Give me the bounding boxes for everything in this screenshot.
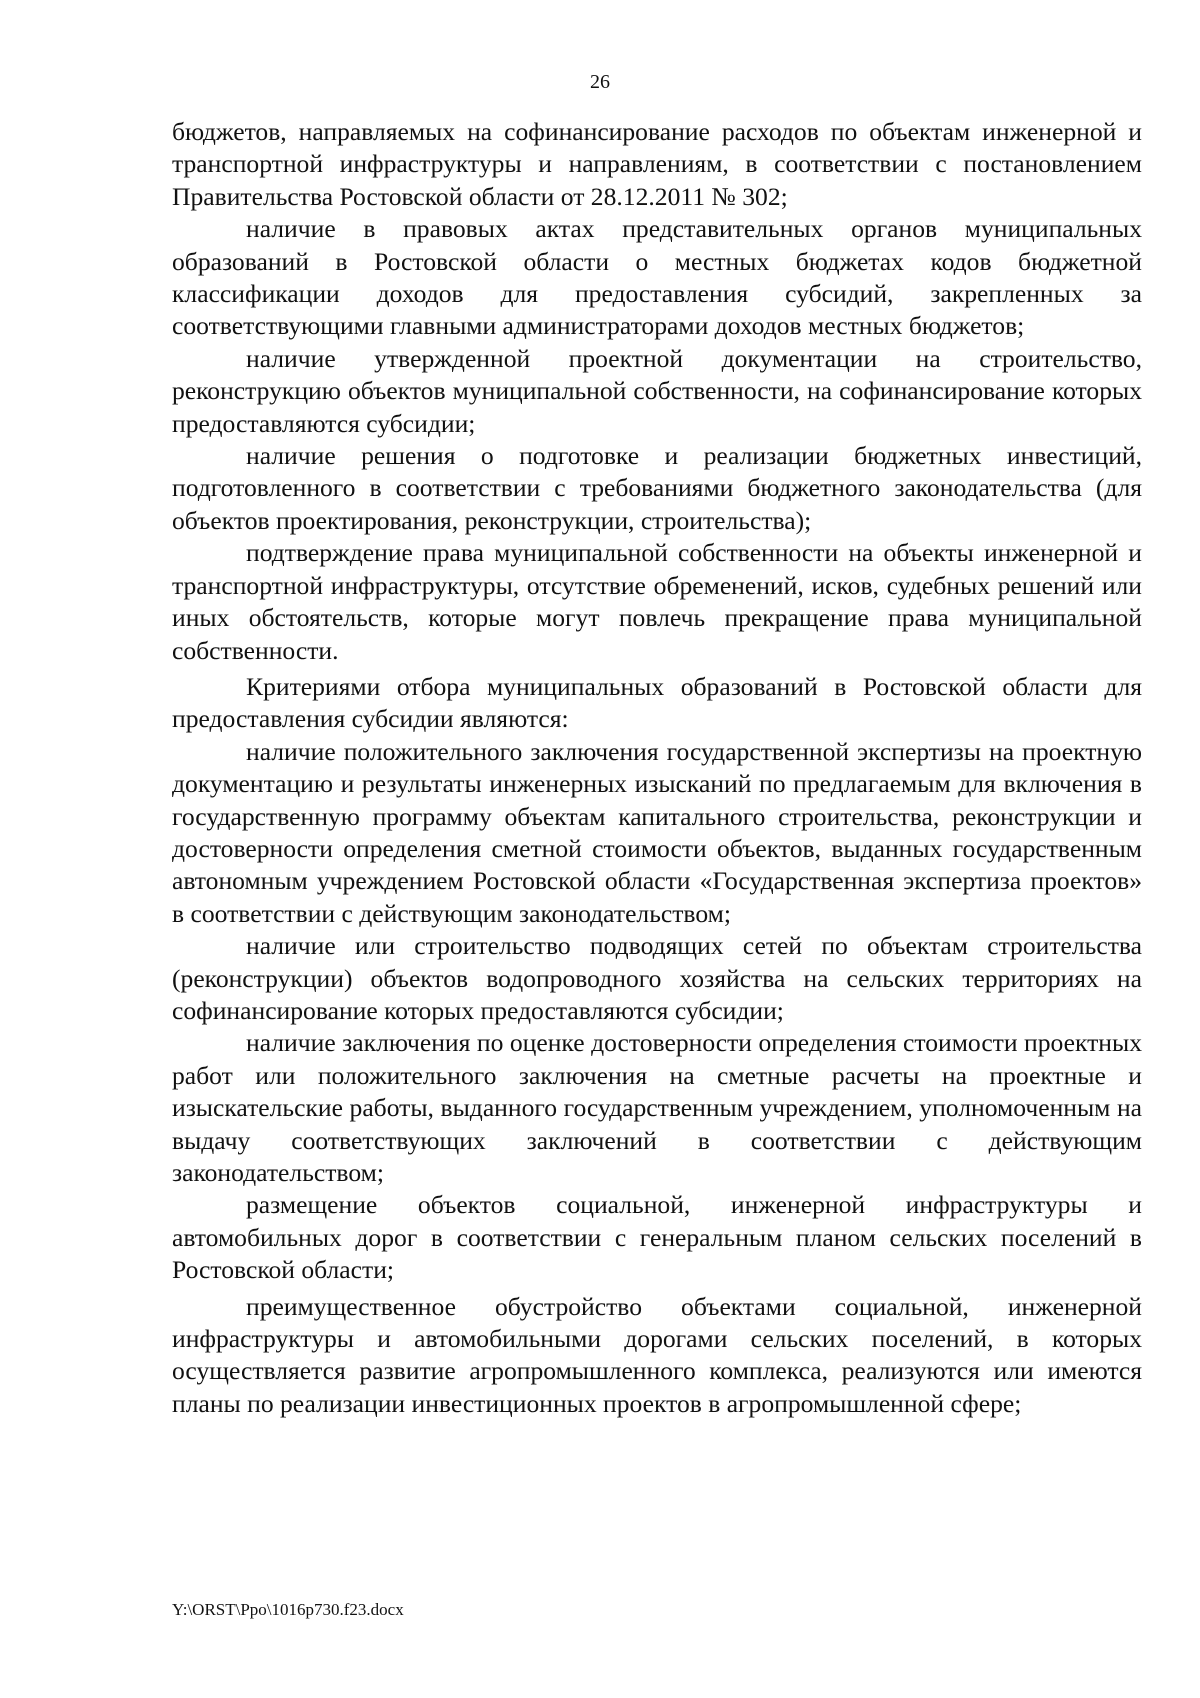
paragraph-general-plan: размещение объектов социальной, инженерной инфраструктуры и автомобильных дорог в соответствии с генеральным планом сельских поселений в Ростовской области;: [172, 1190, 1142, 1285]
footer-file-path: Y:\ORST\Ppo\1016p730.f23.docx: [172, 1600, 404, 1619]
paragraph-state-expertise: наличие положительного заключения государственной экспертизы на проектную документацию и результаты инженерных изысканий по предлагаемым для включения в государственную программу объектам капитального строительства, реконструкции и достоверности определения сметной стоимости объектов, выданных государственным автономным учреждением Ростовской области «Государственная экспертиза проектов» в соответствии с действующим законодательством;: [172, 736, 1142, 928]
paragraph-selection-criteria-heading: Критериями отбора муниципальных образований в Ростовской области для предоставления субсидии являются:: [172, 671, 1142, 734]
paragraph-budget-codes: наличие в правовых актах представительных органов муниципальных образований в Ростовской области о местных бюджетах кодов бюджетной классификации доходов для предоставления субсидий, закрепленных за соответствующими главными администраторами доходов местных бюджетов;: [172, 214, 1142, 341]
document-body: [172, 116, 1142, 1420]
paragraph-project-documentation: наличие утвержденной проектной документации на строительство, реконструкцию объектов муниципальной собственности, на софинансирование которых предоставляются субсидии;: [172, 343, 1142, 438]
paragraph-investment-decision: наличие решения о подготовке и реализации бюджетных инвестиций, подготовленного в соответствии с требованиями бюджетного законодательства (для объектов проектирования, реконструкции, строительства);: [172, 441, 1142, 535]
paragraph-ownership-confirmation: подтверждение права муниципальной собственности на объекты инженерной и транспортной инфраструктуры, отсутствие обременений, исков, судебных решений или иных обстоятельств, которые могут повлечь прекращение права муниципальной собственности.: [172, 538, 1142, 665]
paragraph-agro-development: преимущественное обустройство объектами социальной, инженерной инфраструктуры и автомобильными дорогами сельских поселений, в которых осуществляется развитие агропромышленного комплекса, реализуются или имеются планы по реализации инвестиционных проектов в агропромышленной сфере;: [172, 1291, 1142, 1418]
paragraph-supply-networks: наличие или строительство подводящих сетей по объектам строительства (реконструкции) объектов водопроводного хозяйства на сельских территориях на софинансирование которых предоставляются субсидии;: [172, 931, 1142, 1025]
paragraph-cost-assessment: наличие заключения по оценке достоверности определения стоимости проектных работ или положительного заключения на сметные расчеты на проектные и изыскательские работы, выданного государственным учреждением, уполномоченным на выдачу соответствующих заключений в соответствии с действующим законодательством;: [172, 1028, 1142, 1187]
paragraph-continuation: бюджетов, направляемых на софинансирование расходов по объектам инженерной и транспортной инфраструктуры и направлениям, в соответствии с постановлением Правительства Ростовской области от 28.12.2011 № 302;: [172, 117, 1142, 211]
page-number: 26: [590, 71, 610, 93]
